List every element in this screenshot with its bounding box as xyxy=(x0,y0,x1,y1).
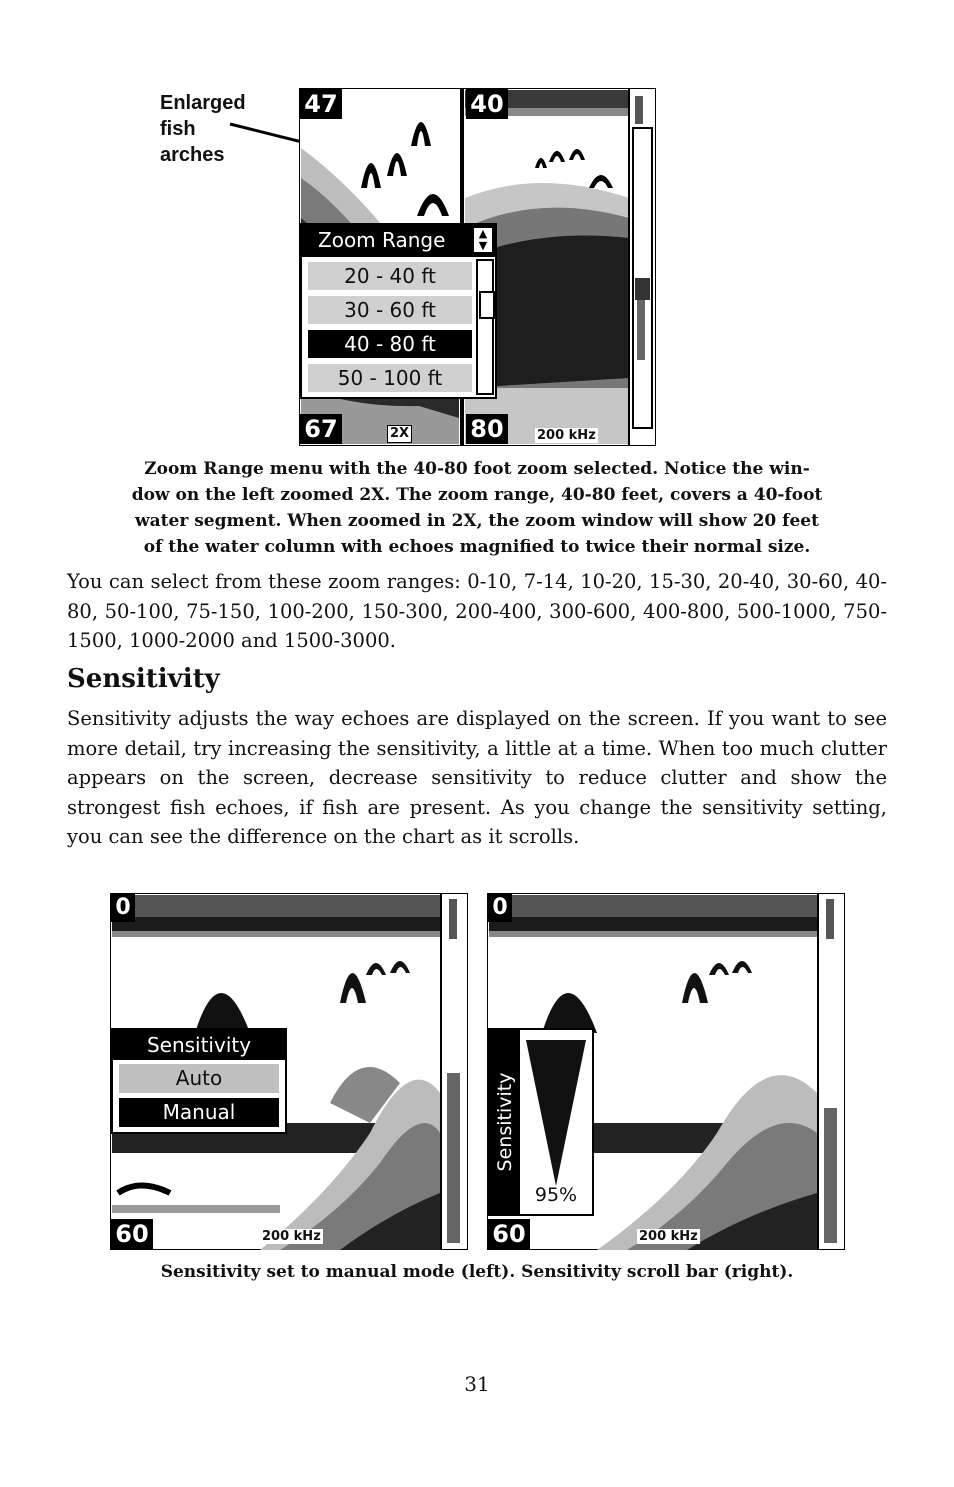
bottom-depth: 60 xyxy=(111,1219,153,1249)
sensitivity-bar-label: Sensitivity xyxy=(494,1072,516,1172)
section-heading: Sensitivity xyxy=(67,664,220,694)
menu-scroll-thumb[interactable] xyxy=(479,291,495,319)
auto-option[interactable]: Auto xyxy=(119,1064,279,1093)
zoom-range-title: Zoom Range xyxy=(318,228,446,252)
zoom-option-20-40[interactable]: 20 - 40 ft xyxy=(308,262,472,290)
left-bottom-depth: 67 xyxy=(300,414,342,444)
updown-arrows-icon: ▲ ▼ xyxy=(474,228,492,252)
top-depth: 0 xyxy=(111,894,135,922)
caption1-line2: dow on the left zoomed 2X. The zoom range, 40-80 feet, covers a 40-foot xyxy=(131,485,823,505)
zoom-option-30-60[interactable]: 30 - 60 ft xyxy=(308,296,472,324)
caption1-line1: Zoom Range menu with the 40-80 foot zoom selected. Notice the win- xyxy=(144,459,810,479)
sensitivity-value: 95% xyxy=(534,1184,578,1206)
callout-line-1: Enlarged xyxy=(160,92,246,114)
sensitivity-menu-title: Sensitivity xyxy=(113,1030,285,1060)
sensitivity-scroll-bar[interactable] xyxy=(488,1028,594,1216)
zoom-range-menu-header xyxy=(302,225,495,257)
sensitivity-menu-screenshot xyxy=(110,893,468,1250)
manual-option-selected[interactable]: Manual xyxy=(119,1098,279,1127)
bottom-depth: 60 xyxy=(488,1219,530,1249)
callout-line-3: arches xyxy=(160,144,225,166)
frequency-label: 200 kHz xyxy=(537,428,596,443)
zoom-range-menu xyxy=(300,223,497,399)
sensitivity-bar-screenshot xyxy=(487,893,845,1250)
zoom-badge: 2X xyxy=(387,425,412,443)
caption1-line4: of the water column with echoes magnified to twice their normal size. xyxy=(143,537,811,557)
sensitivity-figure-caption: Sensitivity set to manual mode (left). Sensitivity scroll bar (right). xyxy=(160,1262,794,1282)
zoom-screenshot xyxy=(299,88,656,446)
zoom-option-50-100[interactable]: 50 - 100 ft xyxy=(308,364,472,392)
caption1-line3: water segment. When zoomed in 2X, the zoom window will show 20 feet xyxy=(135,511,819,531)
frequency-label: 200 kHz xyxy=(639,1229,698,1244)
top-depth: 0 xyxy=(488,894,512,922)
sensitivity-paragraph: Sensitivity adjusts the way echoes are displayed on the screen. If you want to see more detail, try increasing the sensitivity, a little at a time. When too much clutter appears on the screen, decrease sensitivity to reduce clutter and show the strongest fish echoes, if fish are present. As you change the sensitivity setting, you can see the difference on the chart as it scrolls. xyxy=(67,707,887,849)
right-top-depth: 40 xyxy=(466,89,508,119)
menu-scrollbar[interactable] xyxy=(476,259,494,395)
zoom-option-40-80-selected[interactable]: 40 - 80 ft xyxy=(308,330,472,358)
page-number: 31 xyxy=(464,1372,490,1396)
zoom-figure-caption xyxy=(60,456,894,560)
sensitivity-mode-menu xyxy=(111,1028,287,1134)
sensitivity-level-wedge xyxy=(524,1038,588,1188)
frequency-label: 200 kHz xyxy=(262,1229,321,1244)
zoom-ranges-paragraph: You can select from these zoom ranges: 0-10, 7-14, 10-20, 15-30, 20-40, 30-60, 40-80, 50-100, 75-150, 100-200, 150-300, 200-400, 300-600, 400-800, 500-1000, 750-1500, 1000-2000 and 1500-3000. xyxy=(67,570,887,653)
callout-line-2: fish xyxy=(160,118,196,140)
left-top-depth: 47 xyxy=(300,89,342,119)
right-bottom-depth: 80 xyxy=(466,414,508,444)
